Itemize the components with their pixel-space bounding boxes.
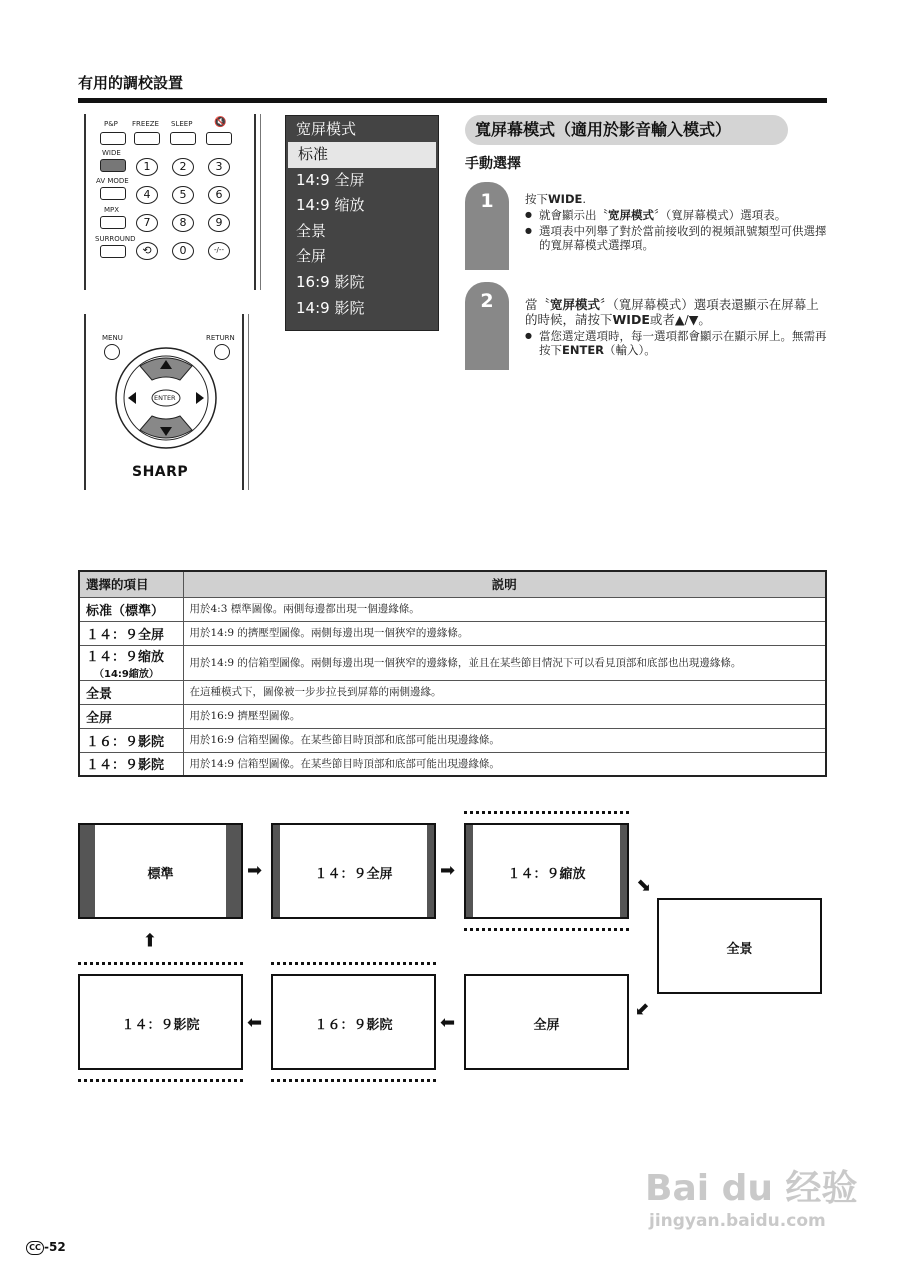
table-cell-desc: 用於14:9 的信箱型圖像。兩側每邊出現一個狹窄的邊緣條，並且在某些節目情況下可以看見頂部和底部也出現邊緣條。 — [183, 645, 826, 680]
step-2-bullet-1: ● 當您選定選項時，每一選項都會顯示在顯示屏上。無需再按下ENTER（輸入）。 — [525, 329, 827, 357]
letterbox-dash — [464, 928, 629, 931]
arrow-left-icon: ➡ — [247, 1012, 263, 1033]
step-number-2: 2 — [465, 282, 509, 370]
sleep-button[interactable] — [170, 132, 196, 145]
screen-149-full — [271, 823, 436, 919]
side-bar — [273, 825, 280, 917]
number-button-2[interactable]: 2 — [172, 158, 194, 176]
step-2-text — [525, 297, 827, 357]
table-cell-desc: 用於14:9 的擠壓型圖像。兩側每邊出現一個狹窄的邊緣條。 — [183, 621, 826, 645]
brand-logo: SHARP — [132, 464, 189, 480]
arrow-down-right-icon: ➡ — [631, 872, 657, 899]
number-button-7[interactable]: 7 — [136, 214, 158, 232]
screen-panorama — [657, 898, 822, 994]
pp-button[interactable] — [100, 132, 126, 145]
remote-edge — [242, 314, 244, 490]
surround-label: SURROUND — [95, 235, 136, 243]
table-cell-item: １４：９全屏 — [79, 621, 183, 645]
page-number: CC -52 — [26, 1240, 66, 1255]
menu-item-panorama[interactable]: 全景 — [296, 221, 327, 240]
arrow-up-icon: ➡ — [139, 932, 161, 948]
mute-icon: 🔇 — [214, 117, 227, 128]
mute-button[interactable] — [206, 132, 232, 145]
menu-item-full[interactable]: 全屏 — [296, 247, 327, 266]
freeze-button[interactable] — [134, 132, 160, 145]
table-cell-desc: 用於16:9 擠壓型圖像。 — [183, 704, 826, 728]
table-row — [79, 704, 826, 728]
screen-label: 全景 — [726, 942, 753, 957]
arrow-left-icon: ➡ — [440, 1012, 456, 1033]
number-button-1[interactable]: 1 — [136, 158, 158, 176]
menu-item-149-zoom[interactable]: 14:9 缩放 — [296, 196, 365, 215]
screen-standard — [78, 823, 243, 919]
freeze-label: FREEZE — [132, 120, 159, 128]
screen-149-zoom — [464, 823, 629, 919]
table-cell-desc: 在這種模式下，圖像被一步步拉長到屏幕的兩側邊緣。 — [183, 680, 826, 704]
table-cell-item: 全屏 — [79, 704, 183, 728]
side-bar — [427, 825, 434, 917]
table-header-item: 選擇的項目 — [79, 571, 183, 597]
pp-label: P&P — [104, 120, 118, 128]
letterbox-dash — [78, 962, 243, 965]
menu-title: 宽屏模式 — [296, 120, 357, 138]
side-bar — [466, 825, 473, 917]
table-row — [79, 621, 826, 645]
step-1-main: 按下WIDE. — [525, 192, 587, 206]
remote-edge — [248, 314, 249, 490]
letterbox-dash — [271, 962, 436, 965]
digit-toggle-button[interactable]: -/-- — [208, 242, 230, 260]
table-cell-item: １６：９影院 — [79, 728, 183, 752]
mpx-button[interactable] — [100, 216, 126, 229]
wide-mode-menu — [285, 115, 439, 331]
screen-label: 全屏 — [533, 1018, 560, 1033]
screen-label: １４：９縮放 — [507, 867, 586, 882]
screen-label: １４：９全屏 — [314, 867, 393, 882]
menu-item-149-cinema[interactable]: 14:9 影院 — [296, 298, 365, 317]
section-subtitle: 手動選擇 — [465, 156, 521, 172]
watermark-brand: Bai du 经验 — [645, 1168, 858, 1209]
step-1-bullet-2: ● 選項表中列舉了對於當前接收到的視頻訊號類型可供選擇的寬屏幕模式選擇項。 — [525, 224, 827, 252]
table-cell-item: １４：９缩放 （14:9縮放） — [79, 645, 183, 680]
step-1-text — [525, 192, 827, 252]
side-bar — [620, 825, 627, 917]
step-number-1: 1 — [465, 182, 509, 270]
enter-label: ENTER — [154, 394, 176, 402]
side-bar — [80, 825, 95, 917]
remote-illustration-bottom — [84, 314, 260, 492]
number-button-4[interactable]: 4 — [136, 186, 158, 204]
table-cell-desc: 用於14:9 信箱型圖像。在某些節目時頂部和底部可能出現邊緣條。 — [183, 752, 826, 776]
flashback-button[interactable]: ⟲ — [136, 242, 158, 260]
step-1-bullet-1: ● 就會顯示出〝宽屏模式〞（寬屏幕模式）選項表。 — [525, 208, 827, 222]
wide-label: WIDE — [102, 149, 121, 157]
page-header-title: 有用的調校設置 — [78, 74, 184, 92]
arrow-right-icon: ➡ — [247, 860, 263, 881]
number-button-9[interactable]: 9 — [208, 214, 230, 232]
table-row — [79, 752, 826, 776]
remote-illustration-top — [84, 114, 260, 290]
screen-label: 標準 — [147, 867, 174, 882]
table-header-desc: 説明 — [183, 571, 826, 597]
watermark-logo — [645, 1160, 858, 1231]
table-row — [79, 597, 826, 621]
section-title: 寬屏幕模式（適用於影音輸入模式） — [465, 115, 788, 145]
letterbox-dash — [464, 811, 629, 814]
header-rule — [78, 98, 827, 103]
table-cell-item: １４：９影院 — [79, 752, 183, 776]
menu-label: MENU — [102, 334, 123, 342]
mpx-label: MPX — [104, 206, 120, 214]
arrow-right-icon: ➡ — [440, 860, 456, 881]
surround-button[interactable] — [100, 245, 126, 258]
table-row — [79, 645, 826, 680]
letterbox-dash — [271, 1079, 436, 1082]
table-cell-item: 标准（標準） — [79, 597, 183, 621]
menu-item-149-full[interactable]: 14:9 全屏 — [296, 170, 365, 189]
avmode-label: AV MODE — [96, 177, 129, 185]
number-button-8[interactable]: 8 — [172, 214, 194, 232]
arrow-down-left-icon: ➡ — [629, 996, 655, 1023]
remote-edge — [260, 114, 261, 290]
letterbox-dash — [78, 1079, 243, 1082]
cc-icon: CC — [26, 1241, 44, 1255]
side-bar — [226, 825, 241, 917]
table-cell-desc: 用於16:9 信箱型圖像。在某些節目時頂部和底部可能出現邊緣條。 — [183, 728, 826, 752]
menu-item-169-cinema[interactable]: 16:9 影院 — [296, 272, 365, 291]
watermark-url: jingyan.baidu.com — [649, 1211, 826, 1231]
screen-label: １６：９影院 — [314, 1018, 393, 1033]
remote-edge — [84, 314, 86, 490]
number-button-3[interactable]: 3 — [208, 158, 230, 176]
table-row — [79, 680, 826, 704]
table-header-row — [79, 571, 826, 597]
table-cell-subnote: （14:9縮放） — [94, 668, 159, 680]
remote-edge — [84, 114, 86, 290]
screen-label: １４：９影院 — [121, 1018, 200, 1033]
avmode-button[interactable] — [100, 187, 126, 200]
number-button-0[interactable]: 0 — [172, 242, 194, 260]
screen-169-cinema — [271, 974, 436, 1070]
table-row — [79, 728, 826, 752]
wide-mode-table — [78, 570, 827, 777]
sleep-label: SLEEP — [171, 120, 193, 128]
screen-149-cinema — [78, 974, 243, 1070]
remote-edge — [254, 114, 256, 290]
wide-button[interactable] — [100, 159, 126, 172]
table-cell-desc: 用於4:3 標準圖像。兩側每邊都出現一個邊緣條。 — [183, 597, 826, 621]
number-button-6[interactable]: 6 — [208, 186, 230, 204]
number-button-5[interactable]: 5 — [172, 186, 194, 204]
menu-item-standard[interactable]: 标准 — [288, 142, 436, 168]
screen-full — [464, 974, 629, 1070]
return-label: RETURN — [206, 334, 235, 342]
table-cell-item: 全景 — [79, 680, 183, 704]
step-2-main: 當〝宽屏模式〞（寬屏幕模式）選項表還顯示在屏幕上的時候，請按下WIDE或者▲/▼。 — [525, 297, 819, 327]
